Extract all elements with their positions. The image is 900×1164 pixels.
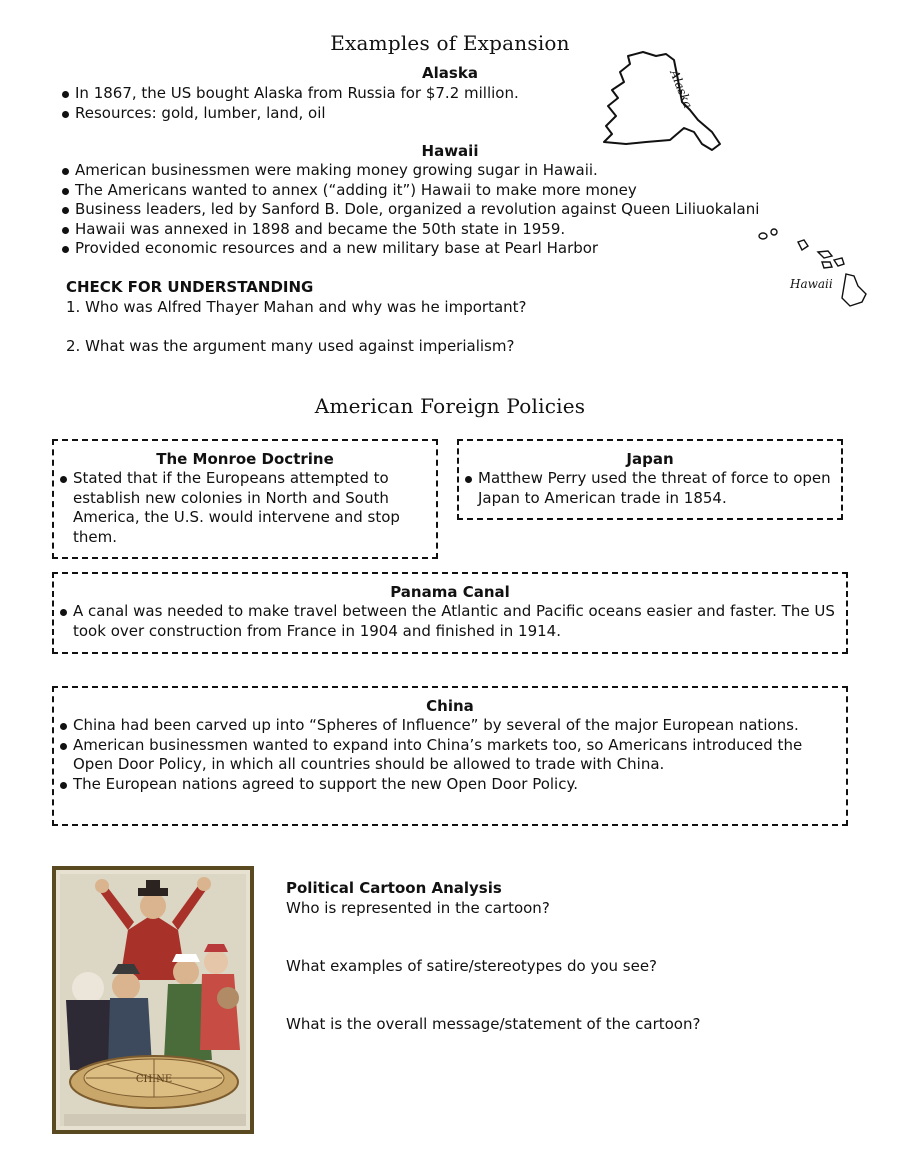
panama-heading: Panama Canal [390,583,510,601]
hawaii-bullet: Hawaii was annexed in 1898 and became the 50th state in 1959. [60,220,840,240]
japan-bullet: Matthew Perry used the threat of force to open Japan to American trade in 1854. [463,469,835,508]
hawaii-bullet: Business leaders, led by Sanford B. Dole, organized a revolution against Queen Liliuokalani [60,200,840,220]
cartoon-question-3: What is the overall message/statement of the cartoon? [286,1015,701,1033]
monroe-doctrine-box [52,439,438,559]
china-bullet: American businessmen wanted to expand into China’s markets too, so Americans introduced the Open Door Policy, in which all countries should be allowed to trade with China. [58,736,840,775]
monroe-bullets [58,469,430,547]
china-bullet: China had been carved up into “Spheres of Influence” by several of the major European nations. [58,716,840,736]
cartoon-illustration-icon [56,870,250,1130]
cartoon-question-2: What examples of satire/stereotypes do you see? [286,957,658,975]
panama-bullet: A canal was needed to make travel between the Atlantic and Pacific oceans easier and faster. The US took over construction from France in 1904 and finished in 1914. [58,602,840,641]
hawaii-map-label: Hawaii [790,277,833,291]
cartoon-pie-label: CHINE [135,1074,173,1085]
japan-heading: Japan [626,450,674,468]
alaska-bullets [60,84,600,123]
china-bullet: The European nations agreed to support the new Open Door Policy. [58,775,840,795]
hawaii-heading: Hawaii [421,142,479,160]
panama-bullets [58,602,840,641]
cartoon-question-1: Who is represented in the cartoon? [286,899,550,917]
check-question-1: 1. Who was Alfred Thayer Mahan and why was he important? [66,298,527,316]
alaska-map-label: Alaska [667,67,696,111]
panama-canal-box [52,572,848,654]
cartoon-heading: Political Cartoon Analysis [286,879,502,897]
hawaii-bullet: The Americans wanted to annex (“adding it”) Hawaii to make more money [60,181,840,201]
monroe-bullet: Stated that if the Europeans attempted to establish new colonies in North and South America, the U.S. would intervene and stop them. [58,469,430,547]
check-question-2: 2. What was the argument many used against imperialism? [66,337,515,355]
china-heading: China [426,697,474,715]
monroe-heading: The Monroe Doctrine [156,450,334,468]
hawaii-map-icon [752,222,872,310]
hawaii-bullet: American businessmen were making money growing sugar in Hawaii. [60,161,840,181]
china-bullets [58,716,840,794]
alaska-map-icon [598,50,728,155]
hawaii-bullet: Provided economic resources and a new military base at Pearl Harbor [60,239,840,259]
hawaii-bullets [60,161,840,259]
political-cartoon-image [52,866,254,1134]
alaska-heading: Alaska [422,64,478,82]
alaska-bullet: In 1867, the US bought Alaska from Russia for $7.2 million. [60,84,600,104]
japan-box [457,439,843,520]
expansion-title: Examples of Expansion [330,31,570,55]
japan-bullets [463,469,835,508]
alaska-bullet: Resources: gold, lumber, land, oil [60,104,600,124]
china-box [52,686,848,826]
foreign-policies-title: American Foreign Policies [314,394,586,418]
check-heading: CHECK FOR UNDERSTANDING [66,278,314,296]
